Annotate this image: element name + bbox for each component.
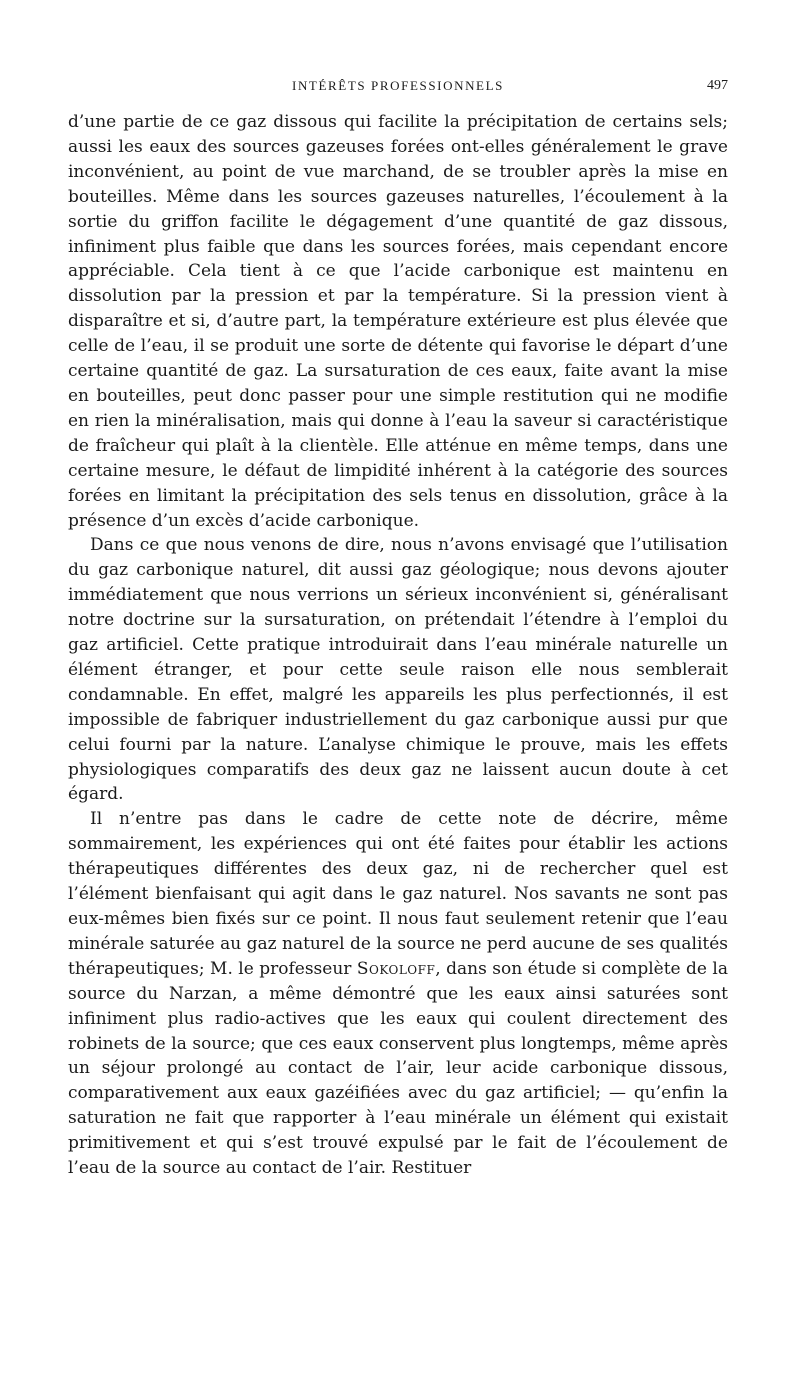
author-name: Sokoloff — [356, 958, 436, 979]
page-number: 497 — [707, 78, 728, 93]
paragraph-3-text-before: Il n’entre pas dans le cadre de cette note de décrire, même sommairement, les expériences qui ont été faites pour établir les actions thérapeutiques différentes des deux gaz, ni de rechercher quel est l’élément bienfaisant qui agit dans le gaz naturel. Nos savants ne sont pas eux-mêmes bien fixés sur ce point. Il nous faut seulement retenir que l’eau minérale saturée au gaz naturel de la source ne perd aucune de ses qualités thérapeutiques; M. le professeur — [68, 809, 728, 979]
paragraph-3 — [68, 807, 728, 1181]
paragraph-2: Dans ce que nous venons de dire, nous n’avons envisagé que l’utilisation du gaz carbonique naturel, dit aussi gaz géologique; nous devons ajouter immédiatement que nous verrions un sérieux inconvénient si, généralisant notre doctrine sur la sursaturation, on prétendait l’étendre à l’emploi du gaz artificiel. Cette pratique introduirait dans l’eau minérale naturelle un élément étranger, et pour cette seule raison elle nous semblerait condamnable. En effet, malgré les appareils les plus perfectionnés, il est impossible de fabriquer industriellement du gaz carbonique aussi pur que celui fourni par la nature. L’analyse chimique le prouve, mais les effets physiologiques comparatifs des deux gaz ne laissent aucun doute à cet égard. — [68, 535, 728, 805]
page-header — [68, 78, 728, 98]
paragraph-3-text-after: , dans son étude si complète de la source du Narzan, a même démontré que les eaux ainsi saturées sont infiniment plus radio-actives que les eaux qui coulent directement des robinets de la source; que ces eaux conservent plus longtemps, même après un séjour prolongé au contact de l’air, leur acide carbonique dissous, comparativement aux eaux gazéifiées avec du gaz artificiel; — qu’enfin la saturation ne fait que rapporter à l’eau minérale un élément qui existait primitivement et qui s’est trouvé expulsé par le fait de l’écoulement de l’eau de la source au contact de l’air. Restituer — [68, 958, 728, 1179]
running-title: INTÉRÊTS PROFESSIONNELS — [292, 78, 504, 93]
paragraph-1: d’une partie de ce gaz dissous qui facilite la précipitation de certains sels; aussi les eaux des sources gazeuses forées ont-elles généralement le grave inconvénient, au point de vue marchand, de se troubler après la mise en bouteilles. Même dans les sources gazeuses naturelles, l’écoulement à la sortie du griffon facilite le dégagement d’une quantité de gaz dissous, infiniment plus faible que dans les sources forées, mais cependant encore appréciable. Cela tient à ce que l’acide carbonique est maintenu en dissolution par la pression et par la température. Si la pression vient à disparaître et si, d’autre part, la température extérieure est plus élevée que celle de l’eau, il se produit une sorte de détente qui favorise le départ d’une certaine quantité de gaz. La sursaturation de ces eaux, faite avant la mise en bouteilles, peut donc passer pour une simple restitution qui ne modifie en rien la minéralisation, mais qui donne à l’eau la saveur si caractéristique de fraîcheur qui plaît à la clientèle. Elle atténue en même temps, dans une certaine mesure, le défaut de limpidité inhérent à la catégorie des sources forées en limitant la précipitation des sels tenus en dissolution, grâce à la présence d’un excès d’acide carbonique. — [68, 112, 728, 531]
body-text — [68, 110, 728, 1181]
